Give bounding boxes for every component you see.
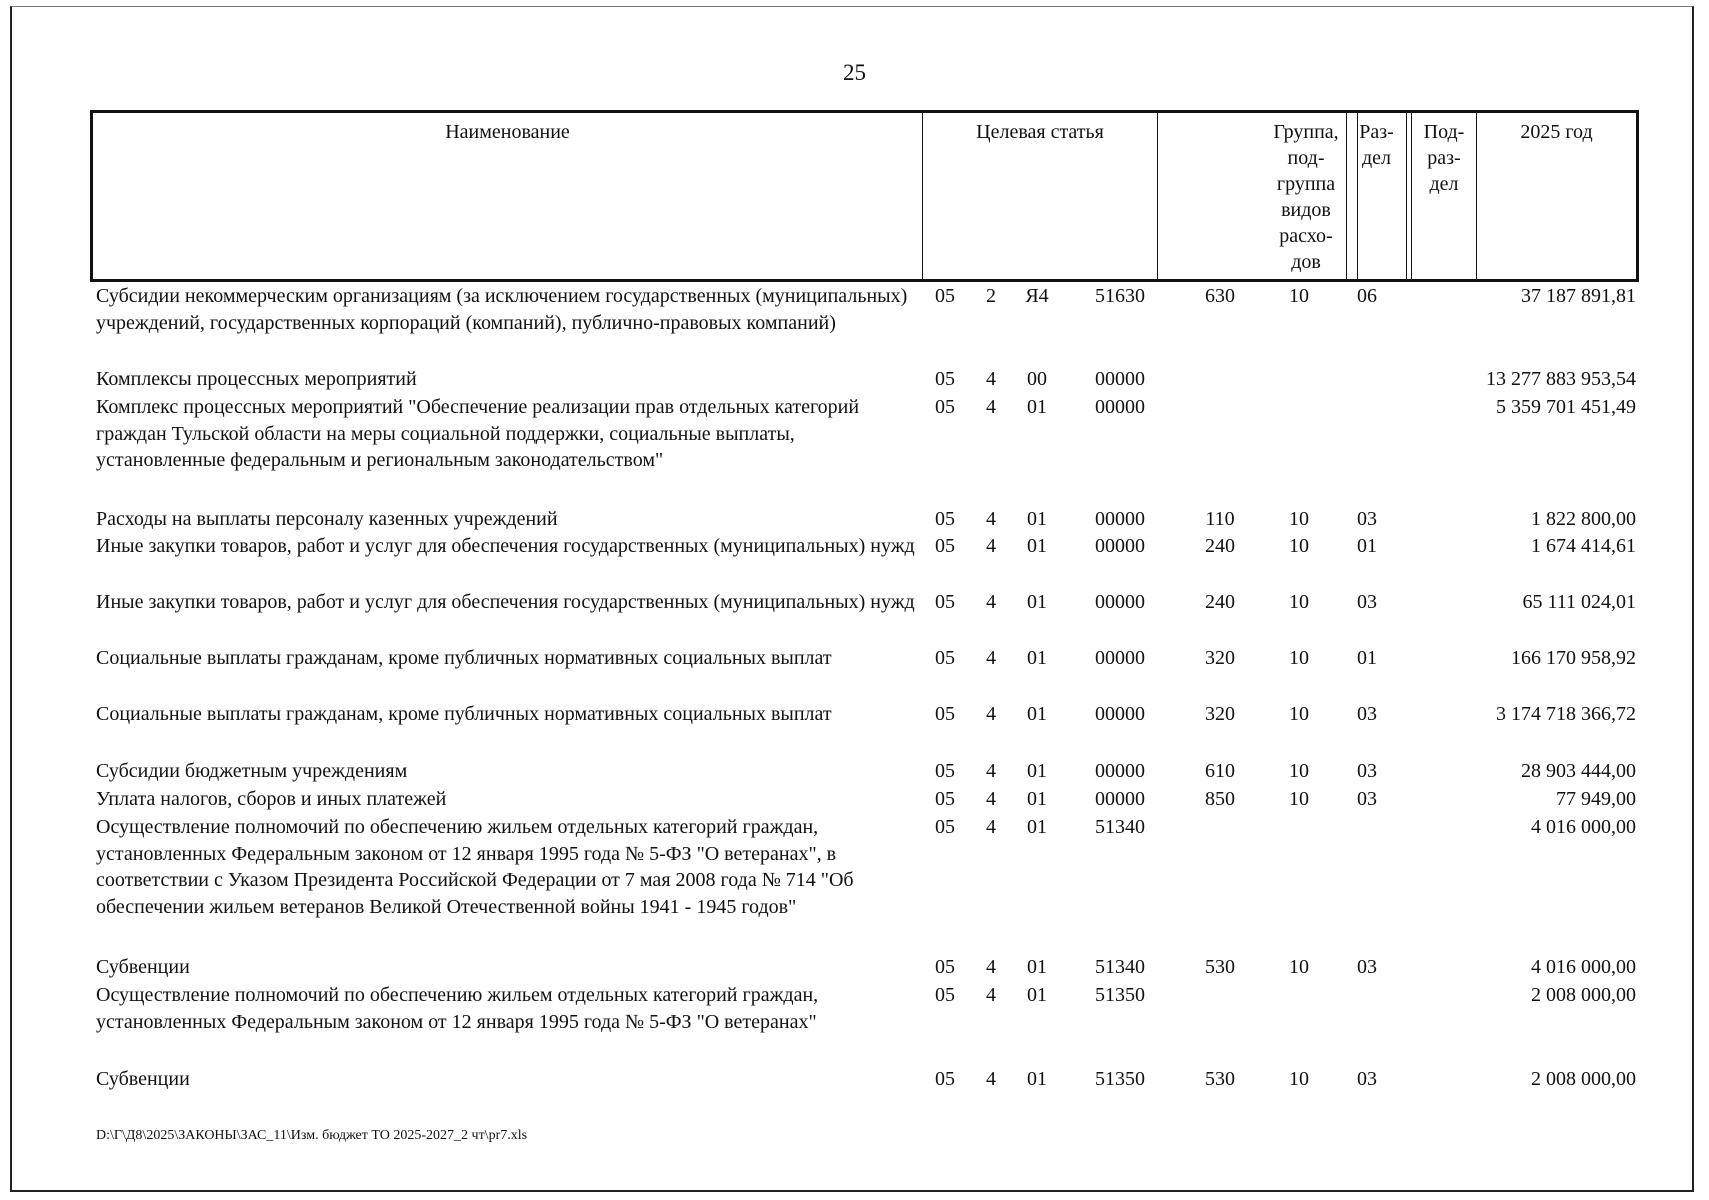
row-group: 320 [1205,647,1235,669]
row-target-4: 51630 [1095,285,1145,307]
header-target: Целевая статья [923,113,1158,279]
row-target-3: 01 [1027,591,1047,613]
row-target-4: 00000 [1095,591,1145,613]
header-podrazdel: Под- раз- дел [1412,113,1477,279]
row-target-4: 51340 [1095,816,1145,838]
row-target-2: 4 [986,368,996,390]
row-name: Комплекс процессных мероприятий "Обеспечение реализации прав отдельных категорий граждан Тульской области на меры социальной поддержки, социальные выплаты, установленные федеральным и региональным законодательством" [96,396,860,471]
row-target-2: 4 [986,535,996,557]
row-target-2: 2 [986,285,996,307]
row-sum: 166 170 958,92 [1511,647,1636,669]
row-target-1: 05 [935,368,955,390]
row-name: Осуществление полномочий по обеспечению жильем отдельных категорий граждан, установленных Федеральным законом от 12 января 1995 года № 5-ФЗ "О ветеранах", в соответствии с Указом Президента Российской Федерации от 7 мая 2008 года № 714 "Об обеспечении жильем ветеранов Великой Отечественной войны 1941 - 1945 годов" [96,816,854,918]
row-target-4: 51350 [1095,1068,1145,1090]
row-target-4: 51350 [1095,984,1145,1006]
row-name: Субсидии бюджетным учреждениям [96,760,408,782]
row-podrazdel: 01 [1357,647,1377,669]
row-target-4: 00000 [1095,396,1145,418]
row-target-3: 01 [1027,760,1047,782]
header-name: Наименование [93,113,923,279]
row-razdel: 10 [1289,956,1309,978]
row-name: Расходы на выплаты персоналу казенных учреждений [96,508,558,530]
row-podrazdel: 06 [1357,285,1377,307]
row-sum: 2 008 000,00 [1531,984,1636,1006]
row-podrazdel: 03 [1357,591,1377,613]
row-group: 320 [1205,703,1235,725]
row-group: 530 [1205,1068,1235,1090]
header-year: 2025 год [1520,121,1593,143]
row-target-3: 01 [1027,984,1047,1006]
row-target-1: 05 [935,396,955,418]
row-razdel: 10 [1289,647,1309,669]
row-name: Иные закупки товаров, работ и услуг для обеспечения государственных (муниципальных) нужд [96,591,915,613]
row-group: 240 [1205,535,1235,557]
row-razdel: 10 [1289,760,1309,782]
row-sum: 4 016 000,00 [1531,956,1636,978]
row-target-2: 4 [986,703,996,725]
row-target-1: 05 [935,1068,955,1090]
row-target-4: 00000 [1095,647,1145,669]
row-podrazdel: 01 [1357,535,1377,557]
row-razdel: 10 [1289,788,1309,810]
row-sum: 28 903 444,00 [1521,760,1636,782]
row-podrazdel: 03 [1357,788,1377,810]
row-name: Социальные выплаты гражданам, кроме публичных нормативных социальных выплат [96,703,832,725]
row-target-3: 01 [1027,508,1047,530]
row-razdel: 10 [1289,535,1309,557]
row-target-4: 51340 [1095,956,1145,978]
row-target-2: 4 [986,788,996,810]
row-name: Социальные выплаты гражданам, кроме публичных нормативных социальных выплат [96,647,832,669]
row-target-2: 4 [986,647,996,669]
row-target-2: 4 [986,508,996,530]
row-target-4: 00000 [1095,368,1145,390]
row-target-2: 4 [986,591,996,613]
row-target-1: 05 [935,760,955,782]
row-group: 850 [1205,788,1235,810]
row-target-4: 00000 [1095,535,1145,557]
row-sum: 3 174 718 366,72 [1496,703,1636,725]
row-name: Осуществление полномочий по обеспечению жильем отдельных категорий граждан, установленных Федеральным законом от 12 января 1995 года № 5-ФЗ "О ветеранах" [96,984,819,1033]
row-target-4: 00000 [1095,508,1145,530]
row-target-1: 05 [935,984,955,1006]
row-name: Уплата налогов, сборов и иных платежей [96,788,447,810]
row-target-3: 01 [1027,1068,1047,1090]
row-target-2: 4 [986,760,996,782]
row-target-3: Я4 [1025,285,1049,307]
row-target-2: 4 [986,956,996,978]
row-sum: 2 008 000,00 [1531,1068,1636,1090]
row-target-1: 05 [935,591,955,613]
row-sum: 1 674 414,61 [1531,535,1636,557]
row-sum: 77 949,00 [1556,788,1636,810]
row-sum: 13 277 883 953,54 [1486,368,1636,390]
row-razdel: 10 [1289,591,1309,613]
row-target-2: 4 [986,1068,996,1090]
row-razdel: 10 [1289,1068,1309,1090]
row-target-4: 00000 [1095,788,1145,810]
row-target-1: 05 [935,788,955,810]
row-sum: 4 016 000,00 [1531,816,1636,838]
row-group: 240 [1205,591,1235,613]
row-name: Субсидии некоммерческим организациям (за исключением государственных (муниципальных) учреждений, государственных корпораций (компаний), публично-правовых компаний) [96,285,908,334]
row-sum: 37 187 891,81 [1521,285,1636,307]
row-razdel: 10 [1289,703,1309,725]
row-target-3: 01 [1027,535,1047,557]
row-podrazdel: 03 [1357,508,1377,530]
row-target-3: 01 [1027,396,1047,418]
row-target-1: 05 [935,535,955,557]
row-sum: 1 822 800,00 [1531,508,1636,530]
row-podrazdel: 03 [1357,956,1377,978]
row-target-2: 4 [986,984,996,1006]
row-target-2: 4 [986,816,996,838]
row-target-3: 01 [1027,816,1047,838]
row-podrazdel: 03 [1357,1068,1377,1090]
row-target-4: 00000 [1095,703,1145,725]
row-target-4: 00000 [1095,760,1145,782]
row-group: 530 [1205,956,1235,978]
row-name: Комплексы процессных мероприятий [96,368,417,390]
row-target-1: 05 [935,816,955,838]
row-target-3: 01 [1027,788,1047,810]
page-number: 25 [843,60,866,85]
row-sum: 65 111 024,01 [1522,591,1636,613]
row-target-1: 05 [935,647,955,669]
row-group: 110 [1205,508,1235,530]
row-name: Субвенции [96,956,190,978]
file-path-footer: D:\Г\Д8\2025\ЗАКОНЫ\ЗАС_11\Изм. бюджет ТО 2025-2027_2 чт\pr7.xls [96,1128,528,1143]
row-razdel: 10 [1289,508,1309,530]
row-target-3: 01 [1027,956,1047,978]
row-podrazdel: 03 [1357,703,1377,725]
row-target-1: 05 [935,508,955,530]
row-target-1: 05 [935,285,955,307]
row-group: 630 [1205,285,1235,307]
row-podrazdel: 03 [1357,760,1377,782]
row-target-1: 05 [935,703,955,725]
row-target-3: 01 [1027,703,1047,725]
row-target-1: 05 [935,956,955,978]
row-target-3: 00 [1027,368,1047,390]
row-sum: 5 359 701 451,49 [1496,396,1636,418]
header-razdel: Раз- дел [1347,113,1407,279]
header-group: Группа, под- группа видов расхо- дов [1266,113,1347,279]
row-group: 610 [1205,760,1235,782]
row-name: Иные закупки товаров, работ и услуг для обеспечения государственных (муниципальных) нужд [96,535,915,557]
row-razdel: 10 [1289,285,1309,307]
row-target-3: 01 [1027,647,1047,669]
row-target-2: 4 [986,396,996,418]
row-name: Субвенции [96,1068,190,1090]
